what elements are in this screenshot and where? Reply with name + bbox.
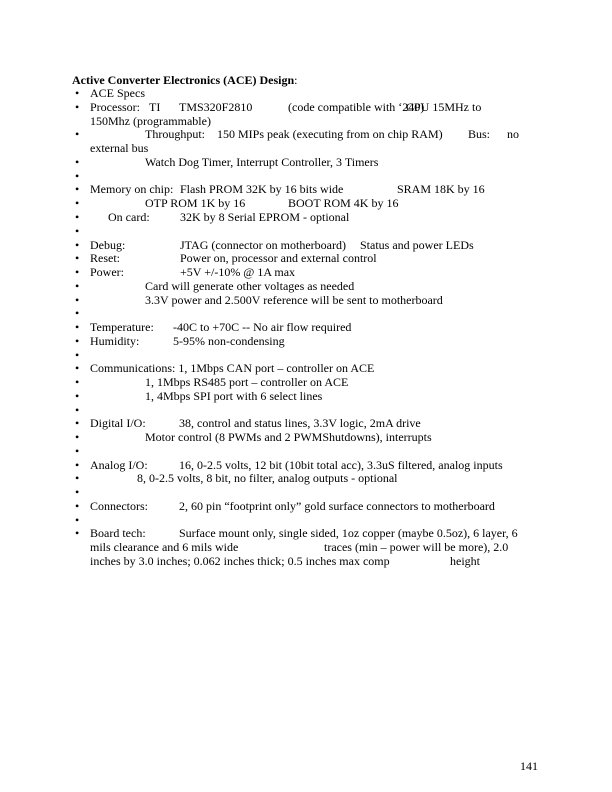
list-item-text: Communications: 1, 1Mbps CAN port – controller on ACE: [90, 361, 375, 375]
bullet: •: [75, 169, 80, 183]
list-item-text: Processor:: [90, 100, 140, 114]
list-item-text: (code compatible with ‘240): [288, 100, 425, 114]
list-item: [0, 430, 612, 444]
list-item: [0, 320, 612, 334]
list-item: [0, 513, 612, 527]
bullet: •: [75, 306, 80, 320]
page-number: 141: [520, 759, 538, 773]
bullet: •: [75, 224, 80, 238]
bullet: •: [75, 444, 80, 458]
bullet: •: [75, 279, 80, 293]
list-item-text: Analog I/O:: [90, 458, 148, 472]
bullet: •: [75, 416, 80, 430]
list-item-text: 3.3V power and 2.500V reference will be sent to motherboard: [145, 293, 443, 307]
list-item-text: TI: [149, 100, 161, 114]
list-item-text: -40C to +70C -- No air flow required: [173, 320, 352, 334]
list-item: [0, 224, 612, 238]
list-item: [0, 265, 612, 279]
list-item-text: Digital I/O:: [90, 416, 146, 430]
list-item-text: Flash PROM 32K by 16 bits wide: [180, 182, 344, 196]
bullet: •: [75, 458, 80, 472]
bullet: •: [75, 471, 80, 485]
list-item: [0, 499, 612, 513]
section-title: Active Converter Electronics (ACE) Design:: [72, 73, 298, 87]
list-item: [0, 127, 612, 141]
list-item: [0, 100, 612, 114]
list-item: [0, 279, 612, 293]
list-item-text: Watch Dog Timer, Interrupt Controller, 3 Timers: [145, 155, 379, 169]
list-item: [0, 375, 612, 389]
list-item: [0, 458, 612, 472]
list-item-text: 1, 4Mbps SPI port with 6 select lines: [145, 389, 323, 403]
list-item-text: Connectors:: [90, 499, 148, 513]
list-item: [0, 86, 612, 100]
list-item-text: 32K by 8 Serial EPROM - optional: [180, 210, 350, 224]
list-item-text: TMS320F2810: [179, 100, 253, 114]
list-item: [0, 251, 612, 265]
bullet: •: [75, 526, 80, 540]
list-item-text: Temperature:: [90, 320, 154, 334]
list-item-text: +5V +/-10% @ 1A max: [180, 265, 296, 279]
list-item-text: Board tech:: [90, 526, 146, 540]
bullet: •: [75, 265, 80, 279]
list-item-text: external bus: [90, 141, 149, 155]
list-item-text: Status and power LEDs: [360, 238, 474, 252]
list-item-text: 5-95% non-condensing: [173, 334, 285, 348]
bullet: •: [75, 182, 80, 196]
list-item: [0, 361, 612, 375]
list-item-text: height: [450, 554, 480, 568]
list-item: [0, 389, 612, 403]
list-item-text: On card:: [108, 210, 150, 224]
list-item: [0, 348, 612, 362]
list-item-text: 16, 0-2.5 volts, 12 bit (10bit total acc), 3.3uS filtered, analog inputs: [179, 458, 503, 472]
list-item: [0, 141, 612, 155]
list-item-text: 8, 0-2.5 volts, 8 bit, no filter, analog outputs - optional: [137, 471, 398, 485]
bullet: •: [75, 238, 80, 252]
list-item-text: JTAG (connector on motherboard): [180, 238, 346, 252]
list-item: [0, 540, 612, 554]
list-item: [0, 403, 612, 417]
list-item: [0, 114, 612, 128]
bullet: •: [75, 513, 80, 527]
list-item-text: Power:: [90, 265, 124, 279]
list-item-text: OTP ROM 1K by 16: [145, 196, 246, 210]
bullet: •: [75, 210, 80, 224]
list-item-text: 150Mhz (programmable): [90, 114, 211, 128]
list-item-text: Debug:: [90, 238, 126, 252]
list-item-text: traces (min – power will be more), 2.0: [324, 540, 509, 554]
list-item-text: BOOT ROM 4K by 16: [288, 196, 399, 210]
list-item: [0, 182, 612, 196]
bullet: •: [75, 361, 80, 375]
list-item: [0, 196, 612, 210]
list-item-text: 1, 1Mbps RS485 port – controller on ACE: [145, 375, 349, 389]
list-item: [0, 471, 612, 485]
list-item-text: no: [507, 127, 519, 141]
bullet: •: [75, 403, 80, 417]
list-item: [0, 416, 612, 430]
list-item-text: 2, 60 pin “footprint only” gold surface connectors to motherboard: [179, 499, 495, 513]
list-item: [0, 238, 612, 252]
bullet: •: [75, 485, 80, 499]
list-item-text: Bus:: [468, 127, 491, 141]
bullet: •: [75, 320, 80, 334]
list-item: [0, 485, 612, 499]
bullet: •: [75, 499, 80, 513]
list-item-text: 38, control and status lines, 3.3V logic, 2mA drive: [179, 416, 421, 430]
list-item-text: Reset:: [90, 251, 120, 265]
bullet: •: [75, 430, 80, 444]
list-item: [0, 210, 612, 224]
list-item: [0, 169, 612, 183]
list-item-text: ACE Specs: [90, 86, 145, 100]
bullet: •: [75, 86, 80, 100]
list-item-text: Motor control (8 PWMs and 2 PWMShutdowns), interrupts: [145, 430, 432, 444]
list-item-text: Power on, processor and external control: [180, 251, 377, 265]
bullet: •: [75, 348, 80, 362]
list-item: [0, 334, 612, 348]
list-item: [0, 293, 612, 307]
bullet: •: [75, 389, 80, 403]
bullet: •: [75, 127, 80, 141]
list-item-text: SRAM 18K by 16: [397, 182, 485, 196]
bullet: •: [75, 251, 80, 265]
list-item: [0, 155, 612, 169]
bullet: •: [75, 196, 80, 210]
list-item-text: Card will generate other voltages as needed: [145, 279, 355, 293]
list-item-text: CPU 15MHz to: [406, 100, 482, 114]
bullet: •: [75, 100, 80, 114]
list-item: [0, 444, 612, 458]
bullet: •: [75, 293, 80, 307]
bullet: •: [75, 375, 80, 389]
list-item: [0, 306, 612, 320]
list-item-text: Humidity:: [90, 334, 140, 348]
list-item: [0, 526, 612, 540]
list-item-text: 150 MIPs peak (executing from on chip RAM): [217, 127, 443, 141]
list-item-text: Surface mount only, single sided, 1oz copper (maybe 0.5oz), 6 layer, 6: [179, 526, 518, 540]
list-item-text: mils clearance and 6 mils wide: [90, 540, 239, 554]
bullet: •: [75, 334, 80, 348]
bullet: •: [75, 155, 80, 169]
list-item-text: Throughput:: [145, 127, 205, 141]
list-item-text: inches by 3.0 inches; 0.062 inches thick; 0.5 inches max comp: [90, 554, 390, 568]
list-item-text: Memory on chip:: [90, 182, 174, 196]
list-item: [0, 554, 612, 568]
